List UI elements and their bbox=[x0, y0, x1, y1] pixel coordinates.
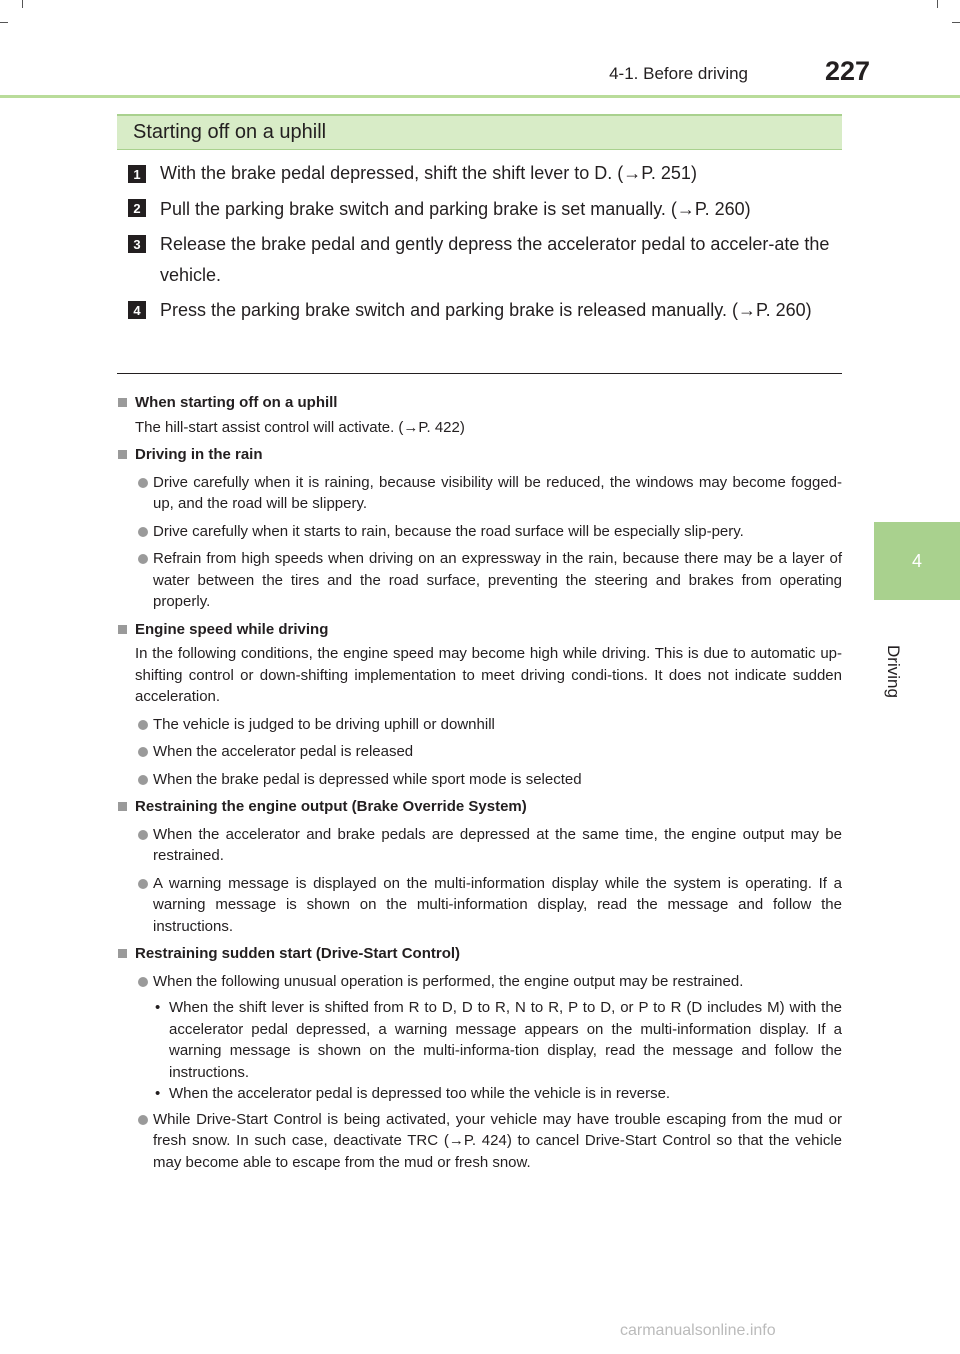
sub-bullet-icon: • bbox=[155, 1085, 161, 1102]
bullet-item bbox=[135, 548, 842, 613]
bullet-text: Drive carefully when it starts to rain, because the road surface will be especially slip-pery. bbox=[153, 522, 744, 540]
chapter-number: 4 bbox=[911, 550, 922, 571]
bullet-dot-icon bbox=[138, 977, 148, 987]
bullet-text: When the accelerator and brake pedals are depressed at the same time, the engine output may be restrained. bbox=[153, 825, 842, 864]
bullet-dot-icon bbox=[138, 720, 148, 730]
topic-heading bbox=[117, 392, 842, 414]
bullet-item bbox=[135, 741, 842, 763]
step-badge: 3 bbox=[128, 235, 146, 253]
bullet-item bbox=[135, 714, 842, 736]
topic-heading bbox=[117, 444, 842, 466]
bullet-dot-icon bbox=[138, 554, 148, 564]
bullet-text: Refrain from high speeds when driving on an expressway in the rain, because there may be a layer of water between the tires and the road surface, preventing the steering and brakes from operating properly. bbox=[153, 550, 842, 610]
bullet-item bbox=[135, 824, 842, 867]
bullet-dot-icon bbox=[138, 747, 148, 757]
bullet-dot-icon bbox=[138, 830, 148, 840]
bullet-text: A warning message is displayed on the multi-information display while the system is operating. If a warning message is shown on the multi-information display, read the message and follow the instructions. bbox=[153, 874, 842, 935]
square-marker-icon bbox=[118, 802, 127, 811]
bullet-dot-icon bbox=[138, 478, 148, 488]
chapter-label: Driving bbox=[884, 645, 903, 698]
topic-title: Restraining the engine output (Brake Override System) bbox=[135, 798, 527, 815]
sub-item bbox=[153, 997, 842, 1083]
topic-paragraph: In the following conditions, the engine speed may become high while driving. This is due to automatic up-shifting control or down-shifting implementation to meet driving condi-tions. It does not indicate sudden acceleration. bbox=[135, 645, 842, 705]
crop-mark bbox=[0, 22, 8, 23]
crop-mark bbox=[937, 0, 938, 8]
sub-bullet-icon: • bbox=[155, 999, 161, 1016]
chapter-tab[interactable] bbox=[874, 522, 960, 600]
bullet-text: When the accelerator pedal is released bbox=[153, 743, 414, 760]
crop-mark bbox=[952, 22, 960, 23]
divider bbox=[117, 373, 842, 374]
bullet-text: When the brake pedal is depressed while sport mode is selected bbox=[153, 770, 582, 788]
bullet-text: The vehicle is judged to be driving uphill or downhill bbox=[153, 715, 495, 733]
bullet-dot-icon bbox=[138, 879, 148, 889]
bullet-dot-icon bbox=[138, 1115, 148, 1125]
topic-heading bbox=[117, 619, 842, 641]
topic-title: When starting off on a uphill bbox=[135, 394, 338, 411]
bullet-dot-icon bbox=[138, 527, 148, 537]
sub-item-text: When the accelerator pedal is depressed too while the vehicle is in reverse. bbox=[169, 1085, 671, 1102]
topic-title: Engine speed while driving bbox=[135, 620, 329, 638]
square-marker-icon bbox=[118, 450, 127, 459]
sub-item bbox=[153, 1083, 842, 1105]
page-number: 227 bbox=[824, 56, 870, 86]
watermark: carmanualsonline.info bbox=[620, 1322, 776, 1339]
header-section: 4-1. Before driving bbox=[609, 64, 748, 83]
bullet-item bbox=[135, 769, 842, 791]
sub-item-text: When the shift lever is shifted from R to D, D to R, N to R, P to D, or P to R (D includes M) with the accelerator pedal depressed, a warning message appears on the multi-information display. If a warning message is shown on the multi-informa-tion display, read the message and follow the instructions. bbox=[169, 999, 842, 1081]
step-text: Release the brake pedal and gently depress the accelerator pedal to acceler-ate the vehicle. bbox=[160, 234, 830, 285]
step-badge: 2 bbox=[128, 199, 146, 217]
bullet-item bbox=[135, 1109, 842, 1174]
bullet-item bbox=[135, 873, 842, 938]
bullet-text: Drive carefully when it is raining, because visibility will be reduced, the windows may become fogged-up, and the road will be slippery. bbox=[153, 473, 842, 512]
topic-heading bbox=[117, 796, 842, 818]
bullet-text: When the following unusual operation is performed, the engine output may be restrained. bbox=[153, 972, 744, 990]
topic-heading bbox=[117, 943, 842, 965]
topic-title: Driving in the rain bbox=[135, 446, 263, 463]
section-title: Starting off on a uphill bbox=[133, 121, 327, 143]
bullet-dot-icon bbox=[138, 775, 148, 785]
square-marker-icon bbox=[118, 625, 127, 634]
step-text: Press the parking brake switch and parking brake is released manually. (→P. 260) bbox=[160, 300, 812, 320]
topic-title: Restraining sudden start (Drive-Start Control) bbox=[135, 945, 461, 962]
section-header bbox=[117, 114, 842, 150]
notes-body bbox=[117, 386, 842, 1173]
topic-paragraph: The hill-start assist control will activate. (→P. 422) bbox=[135, 418, 465, 436]
crop-mark bbox=[22, 0, 23, 8]
section-rule bbox=[117, 149, 842, 150]
step-badge: 4 bbox=[128, 301, 146, 319]
square-marker-icon bbox=[118, 398, 127, 407]
header-rule bbox=[0, 95, 960, 98]
step-text: Pull the parking brake switch and parking brake is set manually. (→P. 260) bbox=[160, 199, 751, 219]
square-marker-icon bbox=[118, 949, 127, 958]
bullet-item bbox=[135, 971, 842, 993]
bullet-text: While Drive-Start Control is being activated, your vehicle may have trouble escaping from the mud or fresh snow. In such case, deactivate TRC (→P. 424) to cancel Drive-Start Control so that the vehicle may become able to escape from the mud or fresh snow. bbox=[153, 1110, 842, 1171]
step-text: With the brake pedal depressed, shift the shift lever to D. (→P. 251) bbox=[160, 163, 697, 183]
step-badge: 1 bbox=[128, 165, 146, 183]
bullet-item bbox=[135, 521, 842, 543]
bullet-item bbox=[135, 472, 842, 515]
